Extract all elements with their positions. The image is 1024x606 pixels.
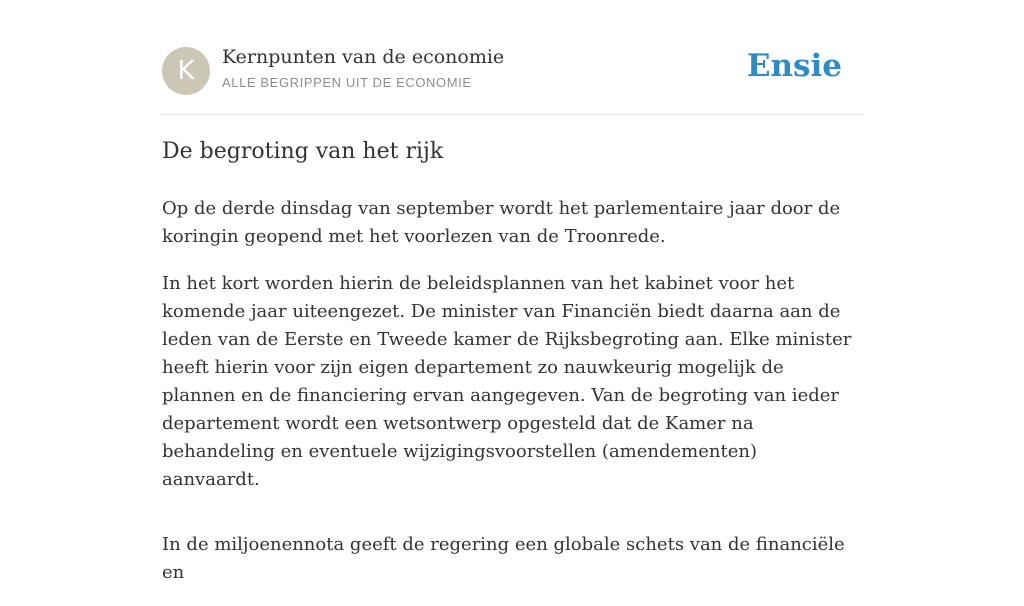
book-subtitle: ALLE BEGRIPPEN UIT DE ECONOMIE <box>222 75 472 90</box>
ensie-logo-link[interactable]: Ensie <box>746 48 842 84</box>
article-paragraph-1: Op de derde dinsdag van september wordt het parlementaire jaar door de koringin geopend met het voorlezen van de Troonrede. <box>162 198 841 247</box>
article-paragraph-3: In de miljoenennota geeft de regering een globale schets van de financiële en <box>162 534 845 583</box>
book-title[interactable]: Kernpunten van de economie <box>222 46 505 68</box>
avatar[interactable]: K <box>162 47 210 95</box>
header <box>162 0 862 115</box>
article-paragraph-2: In het kort worden hierin de beleidsplannen van het kabinet voor het komende jaar uiteengezet. De minister van Financiën biedt daarna aan de leden van de Eerste en Tweede kamer de Rijksbegroting aan. Elke minister heeft hierin voor zijn eigen departement zo nauwkeurig mogelijk de plannen en de financiering ervan aangegeven. Van de begroting van ieder departement wordt een wetsontwerp opgesteld dat de Kamer na behandeling en eventuele wijzigingsvoorstellen (amendementen) aanvaardt. <box>162 273 852 490</box>
article-title: De begroting van het rijk <box>162 139 444 164</box>
article <box>162 136 852 606</box>
